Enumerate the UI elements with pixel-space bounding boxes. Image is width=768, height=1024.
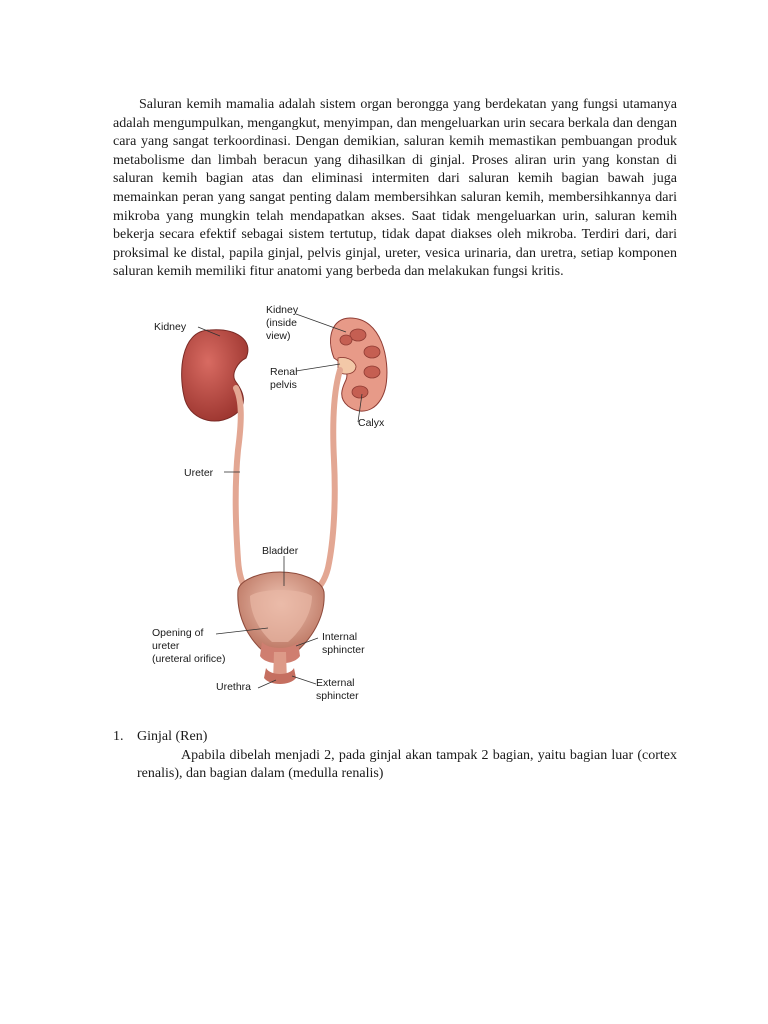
label-kidney-inside-1: Kidney	[266, 304, 299, 316]
label-kidney-inside-3: view)	[266, 330, 291, 342]
list-item-number: 1.	[113, 729, 124, 744]
label-opening-1: Opening of	[152, 627, 204, 639]
label-kidney-inside-2: (inside	[266, 317, 297, 329]
label-kidney: Kidney	[154, 321, 187, 333]
list-item-body: Apabila dibelah menjadi 2, pada ginjal akan tampak 2 bagian, yaitu bagian luar (cortex renalis), dan bagian dalam (medulla renalis)	[137, 747, 677, 782]
label-external-1: External	[316, 677, 355, 689]
label-renal-pelvis-1: Renal	[270, 366, 298, 378]
label-calyx: Calyx	[358, 417, 385, 429]
label-internal-1: Internal	[322, 631, 358, 643]
left-ureter	[236, 388, 248, 592]
label-internal-2: sphincter	[322, 644, 365, 656]
urinary-tract-figure	[150, 300, 410, 710]
label-urethra: Urethra	[216, 681, 252, 693]
label-opening-2: ureter	[152, 640, 180, 652]
list-item-title: Ginjal (Ren)	[137, 729, 208, 744]
label-external-2: sphincter	[316, 690, 359, 702]
urinary-tract-diagram	[150, 300, 410, 710]
right-ureter	[312, 370, 340, 593]
list-item	[113, 728, 677, 747]
label-bladder: Bladder	[262, 545, 299, 557]
label-opening-3: (ureteral orifice)	[152, 653, 226, 665]
numbered-list	[113, 728, 677, 784]
intro-paragraph: Saluran kemih mamalia adalah sistem organ berongga yang berdekatan yang fungsi utamanya adalah mengumpulkan, mengangkut, menyimpan, dan mengeluarkan urin secara berkala dan dengan cara yang sangat terkoordinasi. Dengan demikian, saluran kemih memastikan pembuangan produk metabolisme dan limbah beracun yang dihasilkan di ginjal. Proses aliran urin yang konstan di saluran kemih bagian atas dan eliminasi intermiten dari saluran kemih bagian bawah juga memainkan peran yang sangat penting dalam membersihkan saluran kemih, membersihkannya dari mikroba yang mungkin telah mendapatkan akses. Saat tidak mengeluarkan urin, saluran kemih bekerja secara efektif sebagai sistem tertutup, tidak dapat diakses oleh mikroba. Terdiri dari, dari proksimal ke distal, papila ginjal, pelvis ginjal, ureter, vesica urinaria, dan uretra, setiap komponen saluran kemih memiliki fitur anatomi yang berbeda dan melakukan fungsi kritis.	[113, 97, 677, 280]
label-renal-pelvis-2: pelvis	[270, 379, 297, 391]
label-ureter: Ureter	[184, 467, 214, 479]
